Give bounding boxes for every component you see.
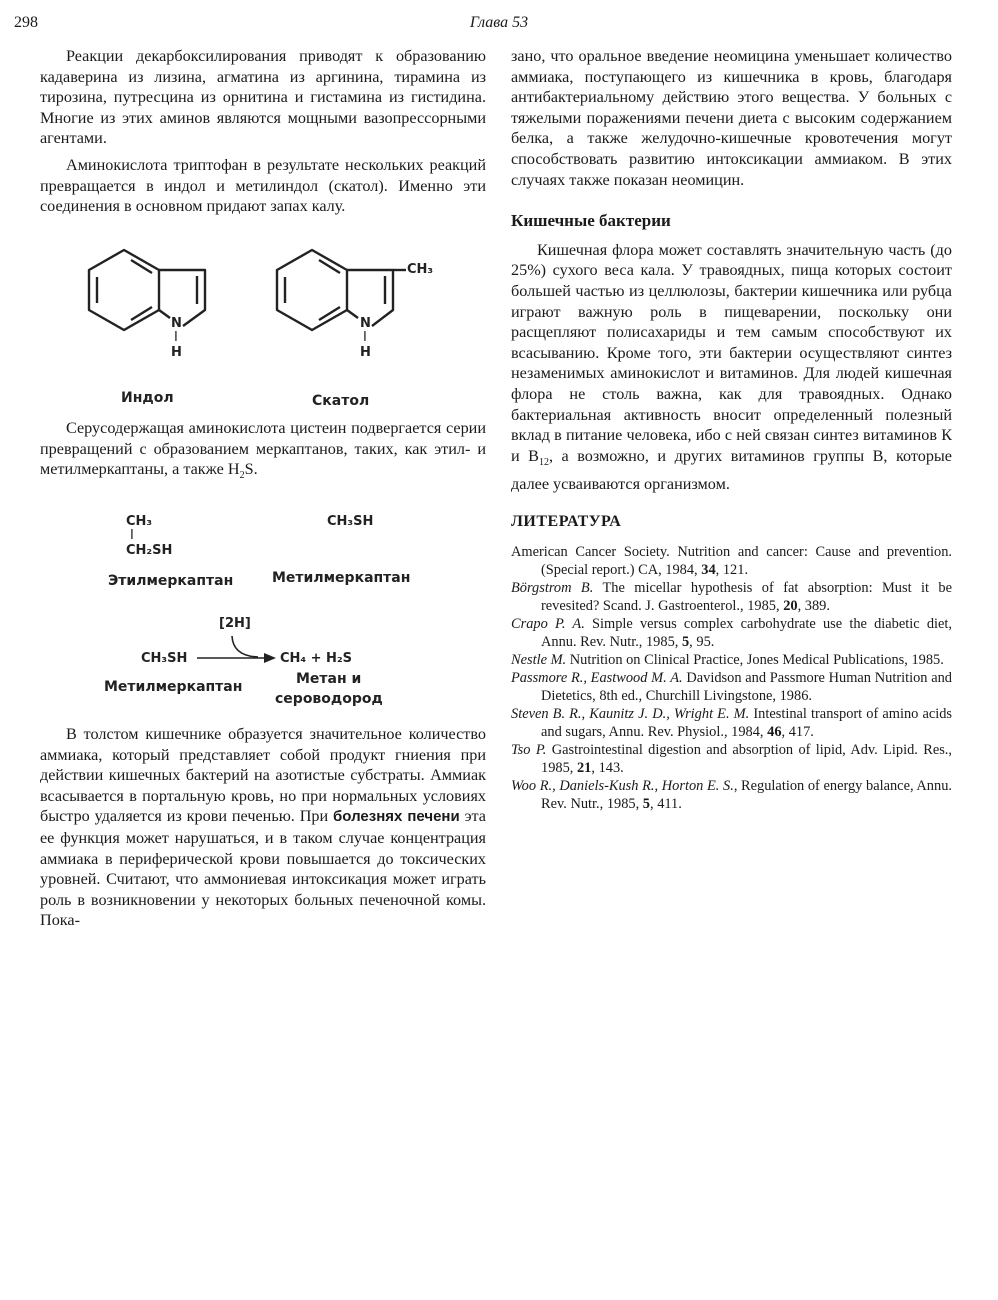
paragraph-intestinal-flora: Кишечная флора может составлять значительную часть (до 25%) сухого веса кала. У травоядных, пища которых состоит большей частью из целлюлозы, бактерии кишечника или рубца играют важную роль в пищеварении, поскольку они расщепляют полисахариды и тем самым способствуют их всасыванию. Кроме того, эти бактерии осуществляют синтез незаменимых аминокислот и витаминов. Для людей кишечная флора не столь важна, как для травоядных. Однако бактериальная активность вносит определенный полезный вклад в питание человека, ибо с ней связан синтез витаминов К и $B_{12}$, а возможно, и других витаминов группы В, которые далее усваиваются организмом. [511,240,952,493]
methyl-mercaptan-label: Метилмеркаптан [272,570,411,586]
ethyl-mercaptan-bond: I [130,528,134,543]
ethyl-mercaptan-ch3: CH₃ [126,514,153,529]
paragraph-neomycin: зано, что оральное введение неомицина уменьшает количество аммиака, поступающего из кишечника в кровь, благодаря антибактериальному действию этого вещества. У больных с тяжелыми поражениями печени диета с высоким содержанием белка, а также желудочно-кишечные кровотечения могут способствовать развитию интоксикации аммиаком. В этих случаях также показан неомицин. [511,47,952,189]
skatole-nh-bond: I [363,330,367,345]
ethyl-mercaptan-label: Этилмеркаптан [108,573,234,589]
running-title: Глава 53 [469,14,529,31]
skatole-label: Скатол [312,393,370,409]
ethyl-mercaptan-ch2sh: CH₂SH [126,543,173,558]
section-heading-intestinal-bacteria: Кишечные бактерии [511,211,671,231]
reference-item: Passmore R., Eastwood M. A. Davidson and Passmore Human Nutrition and Dietetics, 8th ed., Churchill Livingstone, 1986. [511,669,953,704]
reference-item: Woo R., Daniels-Kush R., Horton E. S., Regulation of energy balance, Annu. Rev. Nutr., 1985, 5, 411. [511,777,952,812]
product-label-line1: Метан и [296,671,362,687]
indole-nh-bond: I [174,330,178,345]
reaction-reagent: [2H] [219,616,251,631]
skatole-nitrogen: N [360,316,371,331]
reference-item: Börgstrom B. The micellar hypothesis of fat absorption: Must it be revesited? Scand. J. Gastroenterol., 1985, 20, 389. [511,579,952,614]
reference-list [511,543,952,813]
skatole-hydrogen: H [360,345,371,360]
reactant-label: Метилмеркаптан [104,679,243,695]
indole-nitrogen: N [171,316,182,331]
product-label-line2: сероводород [275,691,383,707]
page-number: 298 [14,14,38,31]
paragraph-decarboxylation: Реакции декарбоксилирования приводят к образованию кадаверина из лизина, агматина из аргинина, тирамина из тирозина, путресцина из орнитина и гистамина из гистидина. Многие из этих аминов являются мощными вазопрессорными агентами. [40,47,486,148]
liver-disease-term: болезнях печени [333,808,460,826]
paragraph-ammonia: В толстом кишечнике образуется значительное количество аммиака, который представляет собой продукт гниения при действии кишечных бактерий на азотистые субстраты. Аммиак всасывается в портальную кровь, но при нормальных условиях быстро удаляется из крови печенью. При болезнях печени эта ее функция может нарушаться, и в таком случае концентрация аммиака в периферической крови повышается до токсических уровней. Считают, что аммониевая интоксикация может играть роль в возникновении у некоторых больных печеночной комы. Пока- [40,725,486,930]
reference-item: Crapo P. A. Simple versus complex carbohydrate use the diabetic diet, Annu. Rev. Nutr., 1985, 5, 95. [511,615,953,650]
reaction-reactant: CH₃SH [141,651,188,666]
methyl-mercaptan-formula: CH₃SH [327,514,374,529]
reference-item: Nestle M. Nutrition on Clinical Practice, Jones Medical Publications, 1985. [511,651,944,668]
right-column [511,46,952,813]
indole-label: Индол [121,390,174,406]
left-column-ammonia [40,724,486,931]
literature-heading: ЛИТЕРАТУРА [511,513,622,531]
reaction-products: CH₄ + H₂S [280,651,352,666]
reference-item: Tso P. Gastrointestinal digestion and absorption of lipid, Adv. Lipid. Res., 1985, 21, 143. [511,741,952,776]
skatole-methyl-group: CH₃ [407,262,434,277]
indole-hydrogen: H [171,345,182,360]
paragraph-cysteine: Серусодержащая аминокислота цистеин подвергается серии превращений с образованием меркаптанов, таких, как этил- и метилмеркаптаны, а также $H_2S$. [40,419,486,482]
reference-item: American Cancer Society. Nutrition and cancer: Cause and prevention. (Special report.) CA, 1984, 34, 121. [511,543,952,578]
reference-item: Steven B. R., Kaunitz J. D., Wright E. M. Intestinal transport of amino acids and sugars, Annu. Rev. Physiol., 1984, 46, 417. [511,705,953,740]
paragraph-tryptophan: Аминокислота триптофан в результате нескольких реакций превращается в индол и метилиндол (скатол). Именно эти соединения в основном придают запах калу. [40,155,486,216]
